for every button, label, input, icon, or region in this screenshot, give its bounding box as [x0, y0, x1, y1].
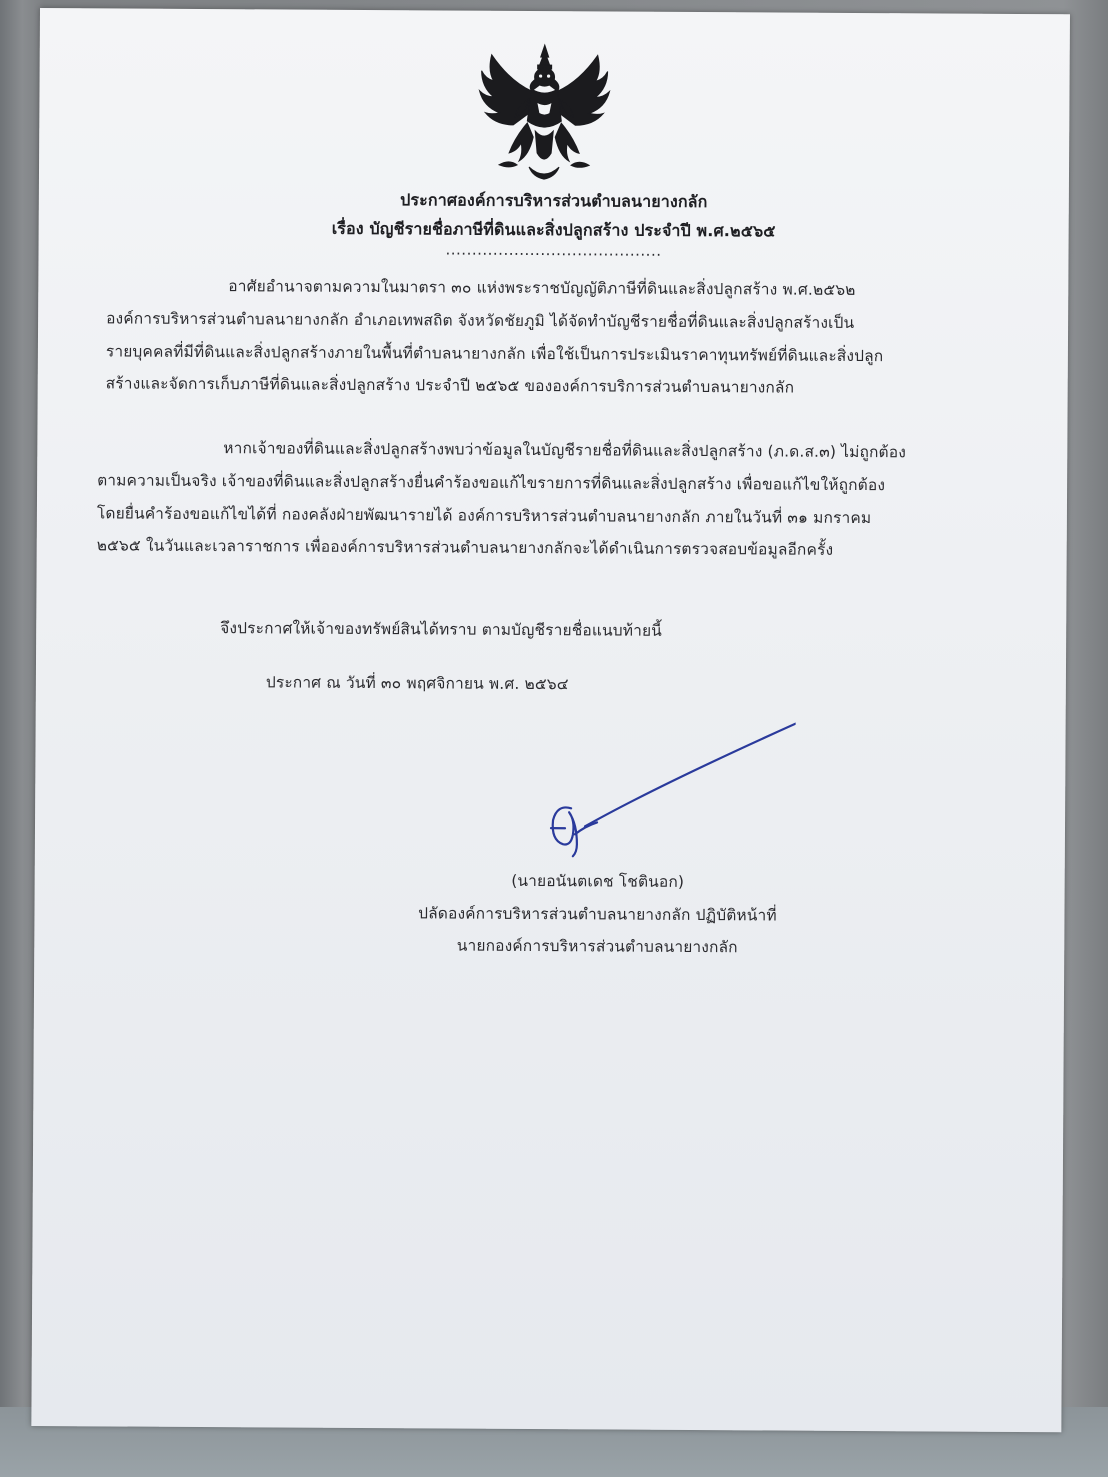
paragraph1-line1: อาศัยอำนาจตามความในมาตรา ๓๐ แห่งพระราชบัญญัติภาษีที่ดินและสิ่งปลูกสร้าง พ.ศ.๒๕๖๒: [228, 277, 856, 299]
paragraph1-line4: สร้างและจัดการเก็บภาษีที่ดินและสิ่งปลูกสร้าง ประจำปี ๒๕๖๕ ขององค์การบริการส่วนตำบลนายางกลัก: [105, 374, 795, 397]
announcement-line: จึงประกาศให้เจ้าของทรัพย์สินได้ทราบ ตามบัญชีรายชื่อแนบท้ายนี้: [220, 619, 663, 640]
paragraph2-line4: ๒๕๖๕ ในวันและเวลาราชการ เพื่อองค์การบริหารส่วนตำบลนายางกลักจะได้ดำเนินการตรวจสอบข้อมูลอีกครั้ง: [96, 536, 834, 559]
document-title: ประกาศองค์การบริหารส่วนตำบลนายางกลัก: [400, 190, 708, 212]
document-subject: เรื่อง บัญชีรายชื่อภาษีที่ดินและสิ่งปลูกสร้าง ประจำปี พ.ศ.๒๕๖๕: [331, 218, 776, 241]
title-separator: .........................................: [445, 240, 662, 260]
paragraph2-line2: ตามความเป็นจริง เจ้าของที่ดินและสิ่งปลูกสร้างยื่นคำร้องขอแก้ไขรายการที่ดินและสิ่งปลูกสร้าง เพื่อขอแก้ไขให้ถูกต้อง: [97, 471, 886, 495]
signatory-name: (นายอนันตเดช โชตินอก): [511, 871, 685, 891]
paragraph2-line1: หากเจ้าของที่ดินและสิ่งปลูกสร้างพบว่าข้อมูลในบัญชีรายชื่อที่ดินและสิ่งปลูกสร้าง (ภ.ด.ส.๓) ไม่ถูกต้อง: [223, 439, 907, 462]
signatory-position1: ปลัดองค์การบริหารส่วนตำบลนายางกลัก ปฏิบัติหน้าที่: [418, 904, 777, 925]
document-page: [31, 8, 1070, 1432]
garuda-emblem-icon: [469, 41, 620, 187]
signatory-position2: นายกองค์การบริหารส่วนตำบลนายางกลัก: [456, 936, 738, 957]
announcement-date: ประกาศ ณ วันที่ ๓๐ พฤศจิกายน พ.ศ. ๒๕๖๔: [265, 673, 569, 694]
paragraph1-line3: รายบุคคลที่มีที่ดินและสิ่งปลูกสร้างภายในพื้นที่ตำบลนายางกลัก เพื่อใช้เป็นการประเมินราคาทุนทรัพย์ที่ดินและสิ่งปลูก: [105, 342, 884, 366]
paragraph1-line2: องค์การบริหารส่วนตำบลนายางกลัก อำเภอเทพสถิต จังหวัดชัยภูมิ ได้จัดทำบัญชีรายชื่อที่ดินและสิ่งปลูกสร้างเป็น: [106, 309, 855, 332]
paragraph2-line3: โดยยื่นคำร้องขอแก้ไขได้ที่ กองคลังฝ่ายพัฒนารายได้ องค์การบริหารส่วนตำบลนายางกลัก ภายในวันที่ ๓๑ มกราคม: [96, 504, 872, 528]
